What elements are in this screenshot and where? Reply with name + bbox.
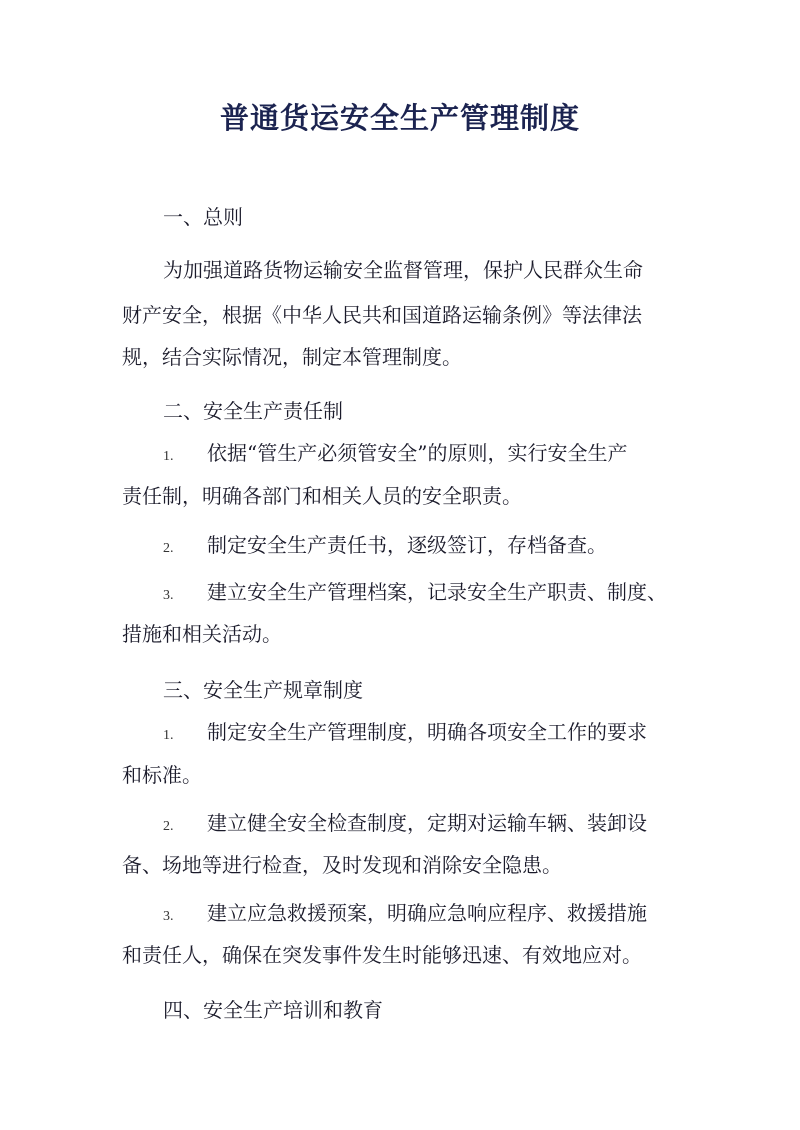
- list-item-text: 建立安全生产管理档案，记录安全生产职责、制度、: [207, 580, 667, 604]
- list-number: 1.: [163, 449, 174, 464]
- section-heading-general: 一、总则: [163, 205, 243, 229]
- list-number: 2.: [163, 819, 174, 834]
- paragraph-line: 和标准。: [122, 763, 202, 787]
- paragraph-line: 和责任人，确保在突发事件发生时能够迅速、有效地应对。: [122, 943, 642, 967]
- paragraph-line: 备、场地等进行检查，及时发现和消除安全隐患。: [122, 853, 562, 877]
- list-item-line: [163, 811, 733, 839]
- list-item-text: 制定安全生产管理制度，明确各项安全工作的要求: [207, 720, 647, 744]
- list-item-text: 制定安全生产责任书，逐级签订，存档备查。: [207, 533, 607, 557]
- list-item-line: [163, 533, 733, 561]
- list-item-line: [163, 580, 733, 608]
- list-item-text: 建立健全安全检查制度，定期对运输车辆、装卸设: [207, 811, 647, 835]
- list-number: 3.: [163, 588, 174, 603]
- list-item-text: 依据“管生产必须管安全”的原则，实行安全生产: [207, 441, 628, 465]
- section-heading-responsibility: 二、安全生产责任制: [163, 399, 343, 423]
- list-number: 1.: [163, 728, 174, 743]
- list-item-line: [163, 901, 733, 929]
- list-number: 3.: [163, 909, 174, 924]
- list-number: 2.: [163, 541, 174, 556]
- section-heading-rules: 三、安全生产规章制度: [163, 678, 363, 702]
- paragraph-line: 责任制，明确各部门和相关人员的安全职责。: [122, 484, 522, 508]
- section-heading-training: 四、安全生产培训和教育: [163, 998, 383, 1022]
- paragraph-line: 财产安全，根据《中华人民共和国道路运输条例》等法律法: [122, 303, 642, 327]
- list-item-line: [163, 441, 733, 469]
- paragraph-line: 为加强道路货物运输安全监督管理，保护人民群众生命: [163, 258, 643, 282]
- list-item-text: 建立应急救援预案，明确应急响应程序、救援措施: [207, 901, 647, 925]
- paragraph-line: 规，结合实际情况，制定本管理制度。: [122, 345, 462, 369]
- list-item-line: [163, 720, 733, 748]
- paragraph-line: 措施和相关活动。: [122, 622, 282, 646]
- page-title: 普通货运安全生产管理制度: [219, 101, 580, 135]
